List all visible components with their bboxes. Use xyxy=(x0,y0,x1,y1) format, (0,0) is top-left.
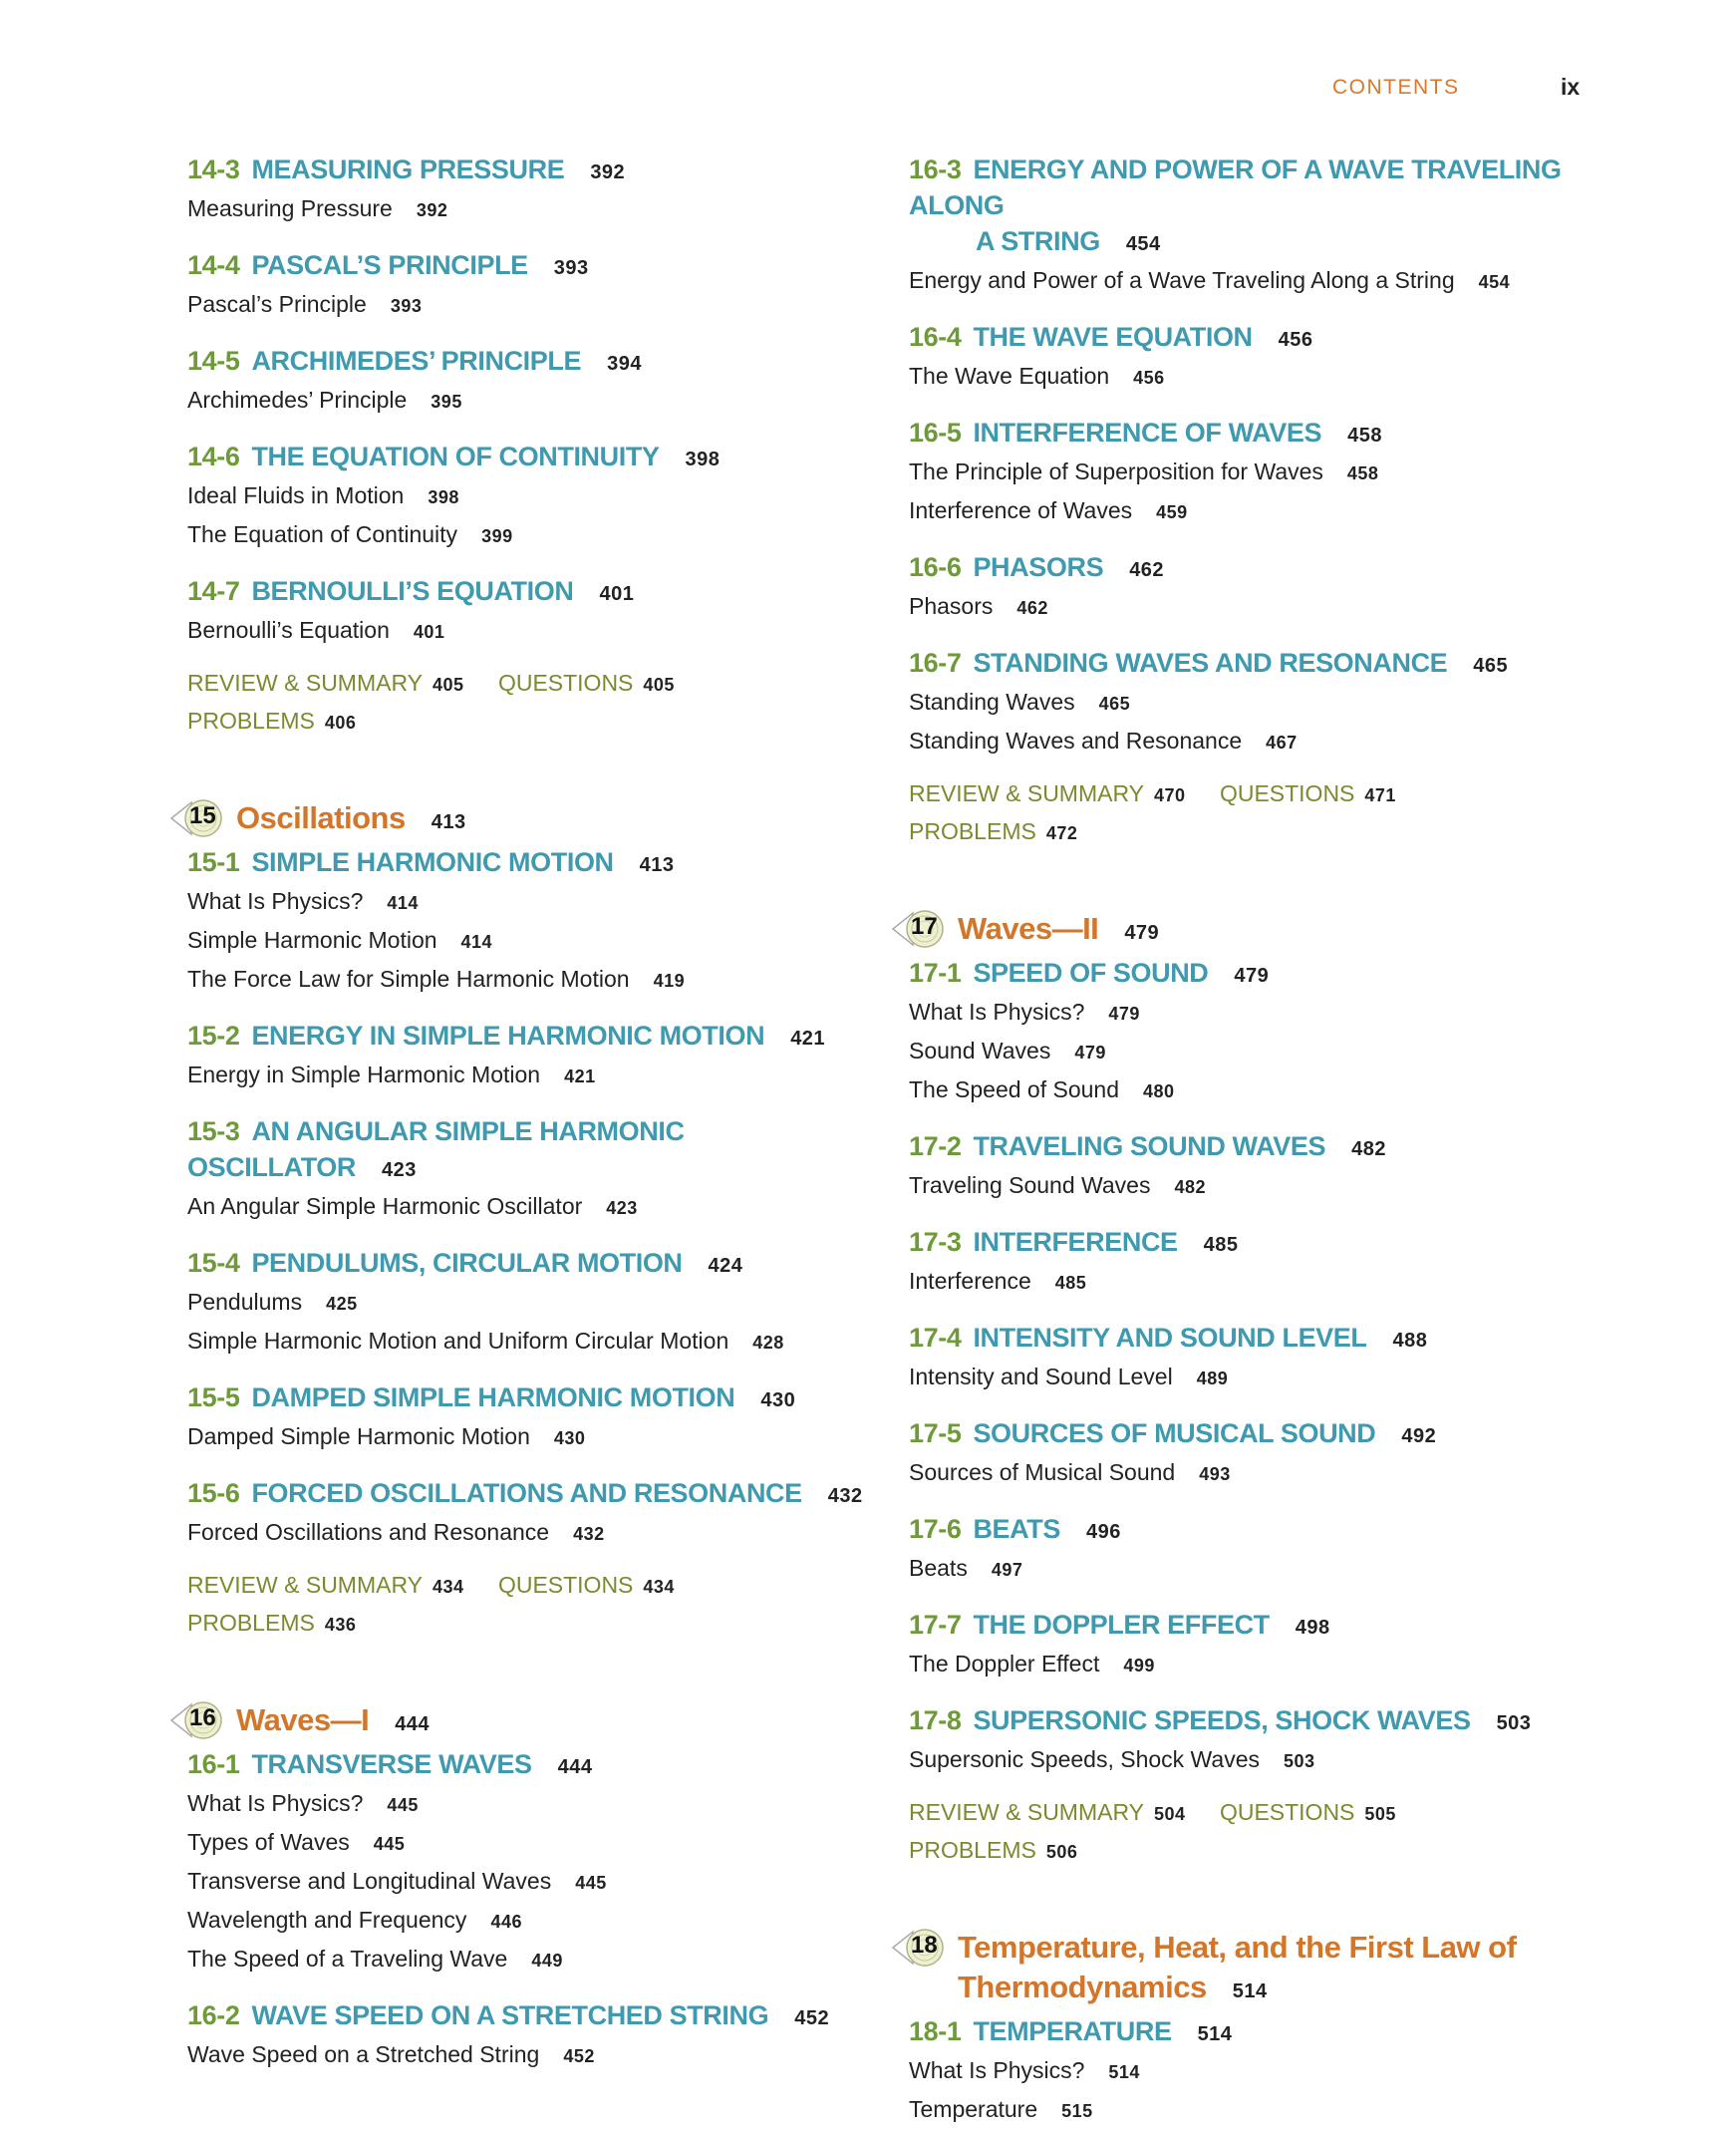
chapter-15-heading[interactable]: 15 Oscillations 413 xyxy=(187,798,885,842)
subsection-entry[interactable]: The Equation of Continuity 399 xyxy=(187,521,513,547)
subsection-entry[interactable]: The Doppler Effect 499 xyxy=(909,1651,1155,1676)
section-title[interactable]: 15-3 AN ANGULAR SIMPLE HARMONIC OSCILLATOR 423 xyxy=(187,1116,685,1182)
section-title[interactable]: 16-3 ENERGY AND POWER OF A WAVE TRAVELING ALONG A STRING 454 xyxy=(909,154,1562,256)
chapter-badge-icon: 17 xyxy=(891,907,961,951)
right-column xyxy=(909,152,1606,2130)
section-title[interactable]: 14-6 THE EQUATION OF CONTINUITY 398 xyxy=(187,442,721,471)
section-16-4 xyxy=(909,319,1606,397)
section-14-4 xyxy=(187,247,885,325)
questions-link[interactable]: QUESTIONS 505 xyxy=(1219,1799,1396,1825)
chapter-badge-icon: 16 xyxy=(169,1698,239,1742)
review-questions-problems-14 xyxy=(187,665,885,741)
page-number: ix xyxy=(1561,74,1581,100)
section-title[interactable]: 18-1 TEMPERATURE 514 xyxy=(909,2016,1233,2046)
subsection-entry[interactable]: Standing Waves and Resonance 467 xyxy=(909,728,1298,754)
subsection-entry[interactable]: Wave Speed on a Stretched String 452 xyxy=(187,2041,595,2067)
subsection-entry[interactable]: Simple Harmonic Motion 414 xyxy=(187,927,493,953)
section-title[interactable]: 17-2 TRAVELING SOUND WAVES 482 xyxy=(909,1131,1386,1161)
section-16-1 xyxy=(187,1746,885,1979)
review-questions-problems-15 xyxy=(187,1567,885,1643)
subsection-entry[interactable]: Beats 497 xyxy=(909,1555,1023,1581)
chapter-badge-icon: 18 xyxy=(891,1926,961,1970)
subsection-entry[interactable]: Phasors 462 xyxy=(909,593,1048,619)
problems-link[interactable]: PROBLEMS 436 xyxy=(187,1610,357,1636)
subsection-entry[interactable]: Intensity and Sound Level 489 xyxy=(909,1364,1229,1389)
questions-link[interactable]: QUESTIONS 434 xyxy=(497,1572,675,1598)
chapter-16-heading[interactable]: 16 Waves—I 444 xyxy=(187,1700,885,1744)
subsection-entry[interactable]: What Is Physics? 479 xyxy=(909,999,1140,1025)
section-title[interactable]: 16-4 THE WAVE EQUATION 456 xyxy=(909,322,1313,352)
subsection-entry[interactable]: The Principle of Superposition for Waves 458 xyxy=(909,458,1379,484)
subsection-entry[interactable]: Archimedes’ Principle 395 xyxy=(187,387,462,413)
questions-link[interactable]: QUESTIONS 405 xyxy=(497,670,675,696)
section-14-6 xyxy=(187,439,885,555)
subsection-entry[interactable]: Forced Oscillations and Resonance 432 xyxy=(187,1519,605,1545)
section-16-2 xyxy=(187,1997,885,2075)
subsection-entry[interactable]: Energy and Power of a Wave Traveling Along a String 454 xyxy=(909,267,1511,293)
subsection-entry[interactable]: What Is Physics? 514 xyxy=(909,2057,1140,2083)
section-17-2 xyxy=(909,1128,1606,1206)
section-title[interactable]: 14-4 PASCAL’S PRINCIPLE 393 xyxy=(187,250,589,280)
section-title[interactable]: 16-1 TRANSVERSE WAVES 444 xyxy=(187,1749,593,1779)
section-title[interactable]: 17-3 INTERFERENCE 485 xyxy=(909,1227,1239,1257)
section-title[interactable]: 17-8 SUPERSONIC SPEEDS, SHOCK WAVES 503 xyxy=(909,1705,1532,1735)
section-16-6 xyxy=(909,549,1606,627)
section-15-4 xyxy=(187,1245,885,1362)
review-summary-link[interactable]: REVIEW & SUMMARY 504 xyxy=(909,1799,1186,1825)
section-title[interactable]: 15-1 SIMPLE HARMONIC MOTION 413 xyxy=(187,847,675,877)
subsection-entry[interactable]: Bernoulli’s Equation 401 xyxy=(187,617,445,643)
section-title[interactable]: 17-6 BEATS 496 xyxy=(909,1514,1121,1544)
problems-link[interactable]: PROBLEMS 472 xyxy=(909,818,1078,844)
section-title[interactable]: 15-5 DAMPED SIMPLE HARMONIC MOTION 430 xyxy=(187,1382,796,1412)
subsection-entry[interactable]: Interference of Waves 459 xyxy=(909,497,1188,523)
subsection-entry[interactable]: Sources of Musical Sound 493 xyxy=(909,1459,1231,1485)
subsection-entry[interactable]: Types of Waves 445 xyxy=(187,1829,406,1855)
subsection-entry[interactable]: Measuring Pressure 392 xyxy=(187,195,448,221)
subsection-entry[interactable]: Supersonic Speeds, Shock Waves 503 xyxy=(909,1746,1315,1772)
review-questions-problems-17 xyxy=(909,1794,1606,1870)
section-16-7 xyxy=(909,645,1606,761)
section-title[interactable]: 16-5 INTERFERENCE OF WAVES 458 xyxy=(909,418,1382,448)
section-title[interactable]: 17-7 THE DOPPLER EFFECT 498 xyxy=(909,1610,1330,1640)
section-18-1 xyxy=(909,2013,1606,2130)
subsection-entry[interactable]: The Wave Equation 456 xyxy=(909,363,1165,389)
chapter-18-heading[interactable]: 18 Temperature, Heat, and the First Law of Thermodynamics 514 xyxy=(909,1928,1606,2011)
section-17-1 xyxy=(909,955,1606,1110)
subsection-entry[interactable]: Interference 485 xyxy=(909,1268,1087,1294)
subsection-entry[interactable]: An Angular Simple Harmonic Oscillator 423 xyxy=(187,1193,638,1219)
subsection-entry[interactable]: Pascal’s Principle 393 xyxy=(187,291,423,317)
subsection-entry[interactable]: The Speed of a Traveling Wave 449 xyxy=(187,1946,563,1972)
section-title[interactable]: 16-7 STANDING WAVES AND RESONANCE 465 xyxy=(909,648,1509,678)
subsection-entry[interactable]: Damped Simple Harmonic Motion 430 xyxy=(187,1423,586,1449)
section-title[interactable]: 17-4 INTENSITY AND SOUND LEVEL 488 xyxy=(909,1323,1428,1353)
section-17-5 xyxy=(909,1415,1606,1493)
subsection-entry[interactable]: Standing Waves 465 xyxy=(909,689,1131,715)
subsection-entry[interactable]: Ideal Fluids in Motion 398 xyxy=(187,482,459,508)
questions-link[interactable]: QUESTIONS 471 xyxy=(1219,780,1396,806)
section-15-6 xyxy=(187,1475,885,1553)
subsection-entry[interactable]: The Force Law for Simple Harmonic Motion 419 xyxy=(187,966,686,992)
section-title[interactable]: 15-6 FORCED OSCILLATIONS AND RESONANCE 432 xyxy=(187,1478,863,1508)
subsection-entry[interactable]: Simple Harmonic Motion and Uniform Circular Motion 428 xyxy=(187,1328,784,1354)
subsection-entry[interactable]: What Is Physics? 414 xyxy=(187,888,419,914)
section-15-5 xyxy=(187,1379,885,1457)
section-title[interactable]: 16-6 PHASORS 462 xyxy=(909,552,1165,582)
section-17-6 xyxy=(909,1511,1606,1589)
subsection-entry[interactable]: Wavelength and Frequency 446 xyxy=(187,1907,522,1933)
section-17-7 xyxy=(909,1607,1606,1684)
subsection-entry[interactable]: The Speed of Sound 480 xyxy=(909,1076,1175,1102)
review-summary-link[interactable]: REVIEW & SUMMARY 470 xyxy=(909,780,1186,806)
section-16-5 xyxy=(909,415,1606,531)
section-title[interactable]: 17-5 SOURCES OF MUSICAL SOUND 492 xyxy=(909,1418,1437,1448)
chapter-17-heading[interactable]: 17 Waves—II 479 xyxy=(909,909,1606,953)
section-title[interactable]: 17-1 SPEED OF SOUND 479 xyxy=(909,958,1270,988)
section-15-2 xyxy=(187,1018,885,1095)
review-questions-problems-16 xyxy=(909,775,1606,851)
section-14-3 xyxy=(187,152,885,229)
section-17-8 xyxy=(909,1702,1606,1780)
section-14-7 xyxy=(187,573,885,651)
section-17-3 xyxy=(909,1224,1606,1302)
problems-link[interactable]: PROBLEMS 406 xyxy=(187,708,357,734)
section-title[interactable]: 16-2 WAVE SPEED ON A STRETCHED STRING 452 xyxy=(187,2000,830,2030)
section-title[interactable]: 15-4 PENDULUMS, CIRCULAR MOTION 424 xyxy=(187,1248,743,1278)
subsection-entry[interactable]: Traveling Sound Waves 482 xyxy=(909,1172,1207,1198)
section-title[interactable]: 15-2 ENERGY IN SIMPLE HARMONIC MOTION 421 xyxy=(187,1021,826,1051)
subsection-entry[interactable]: Transverse and Longitudinal Waves 445 xyxy=(187,1868,607,1894)
subsection-entry[interactable]: Energy in Simple Harmonic Motion 421 xyxy=(187,1062,596,1087)
review-summary-link[interactable]: REVIEW & SUMMARY 434 xyxy=(187,1572,464,1598)
running-head: CONTENTS xyxy=(1332,76,1460,99)
chapter-badge-icon: 15 xyxy=(169,796,239,840)
section-14-5 xyxy=(187,343,885,421)
subsection-entry[interactable]: Temperature 515 xyxy=(909,2096,1093,2122)
section-title[interactable]: 14-5 ARCHIMEDES’ PRINCIPLE 394 xyxy=(187,346,642,376)
section-15-3 xyxy=(187,1113,885,1227)
left-column xyxy=(187,152,885,2075)
section-title[interactable]: 14-7 BERNOULLI’S EQUATION 401 xyxy=(187,576,635,606)
subsection-entry[interactable]: What Is Physics? 445 xyxy=(187,1790,419,1816)
page-header xyxy=(0,76,1736,106)
section-title[interactable]: 14-3 MEASURING PRESSURE 392 xyxy=(187,154,626,184)
problems-link[interactable]: PROBLEMS 506 xyxy=(909,1837,1078,1863)
subsection-entry[interactable]: Sound Waves 479 xyxy=(909,1038,1106,1064)
section-15-1 xyxy=(187,844,885,1000)
subsection-entry[interactable]: Pendulums 425 xyxy=(187,1289,358,1315)
review-summary-link[interactable]: REVIEW & SUMMARY 405 xyxy=(187,670,464,696)
section-17-4 xyxy=(909,1320,1606,1397)
section-16-3 xyxy=(909,152,1606,301)
